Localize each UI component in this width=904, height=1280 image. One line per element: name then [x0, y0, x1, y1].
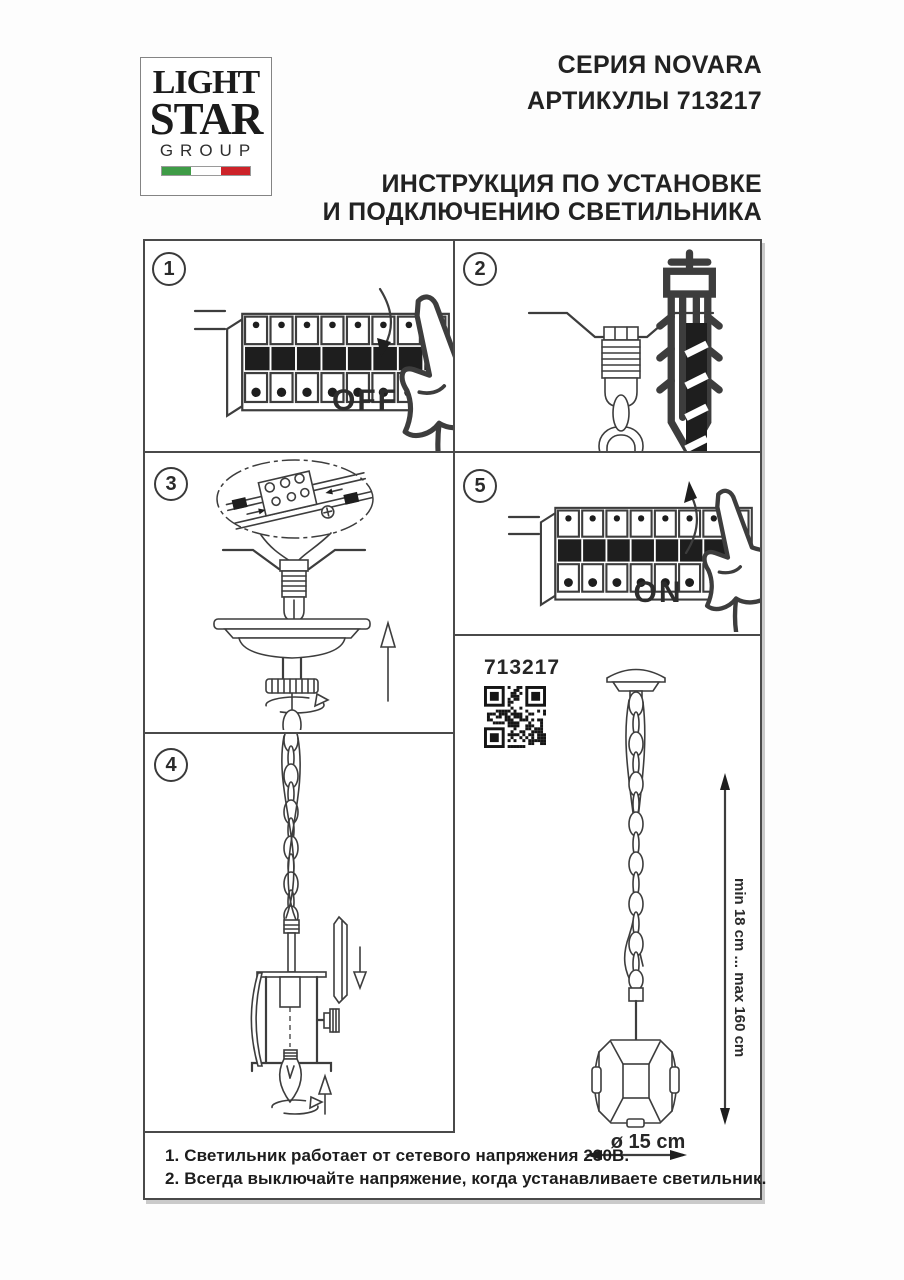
- step5-panel: [455, 453, 760, 632]
- step5-number: 5: [474, 474, 486, 497]
- instruction-title-line1: ИНСТРУКЦИЯ ПО УСТАНОВКЕ: [381, 170, 762, 198]
- qr-code: [484, 686, 546, 748]
- step2-panel: [455, 241, 760, 451]
- product-article-number: 713217: [484, 656, 561, 679]
- step3-number: 3: [165, 472, 177, 495]
- step4-badge: [154, 748, 188, 782]
- series-title: СЕРИЯ NOVARA: [557, 51, 762, 79]
- brand-logo: [140, 57, 272, 196]
- step3-badge: [154, 467, 188, 501]
- grid-divider-notes: [143, 1131, 455, 1133]
- wiring-canopy-diagram: [145, 453, 453, 730]
- circuit-breaker-on-diagram: [455, 453, 760, 632]
- step2-number: 2: [474, 257, 486, 280]
- step5-badge: [463, 469, 497, 503]
- diameter-dimension-label: ø 15 cm: [610, 1131, 686, 1153]
- off-label: OFF: [332, 384, 398, 417]
- ceiling-bracket-diagram: [455, 241, 760, 451]
- brand-word-star: STAR: [149, 94, 263, 144]
- italy-flag-icon: [161, 166, 251, 176]
- on-label: ON: [633, 576, 683, 609]
- height-dimension-label: min 18 cm ... max 160 cm: [731, 878, 748, 1058]
- step3-panel: [145, 453, 453, 730]
- circuit-breaker-off-diagram: [145, 241, 453, 451]
- instruction-title-line2: И ПОДКЛЮЧЕНИЮ СВЕТИЛЬНИКА: [322, 198, 762, 226]
- brand-word-group: GROUP: [159, 141, 258, 160]
- article-numbers: АРТИКУЛЫ 713217: [526, 87, 762, 115]
- note-line1: 1. Светильник работает от сетевого напряжения 230В.: [165, 1146, 630, 1165]
- step1-badge: [152, 252, 186, 286]
- note-line2: 2. Всегда выключайте напряжение, когда устанавливаете светильник.: [165, 1169, 767, 1188]
- step4-number: 4: [165, 753, 177, 776]
- step4-panel: [145, 734, 453, 1129]
- lamp-assembly-diagram: [145, 734, 453, 1129]
- step1-number: 1: [163, 257, 175, 280]
- safety-notes: [165, 1144, 766, 1190]
- brand-word-light: LIGHT: [152, 64, 260, 101]
- step1-panel: [145, 241, 453, 451]
- step2-badge: [463, 252, 497, 286]
